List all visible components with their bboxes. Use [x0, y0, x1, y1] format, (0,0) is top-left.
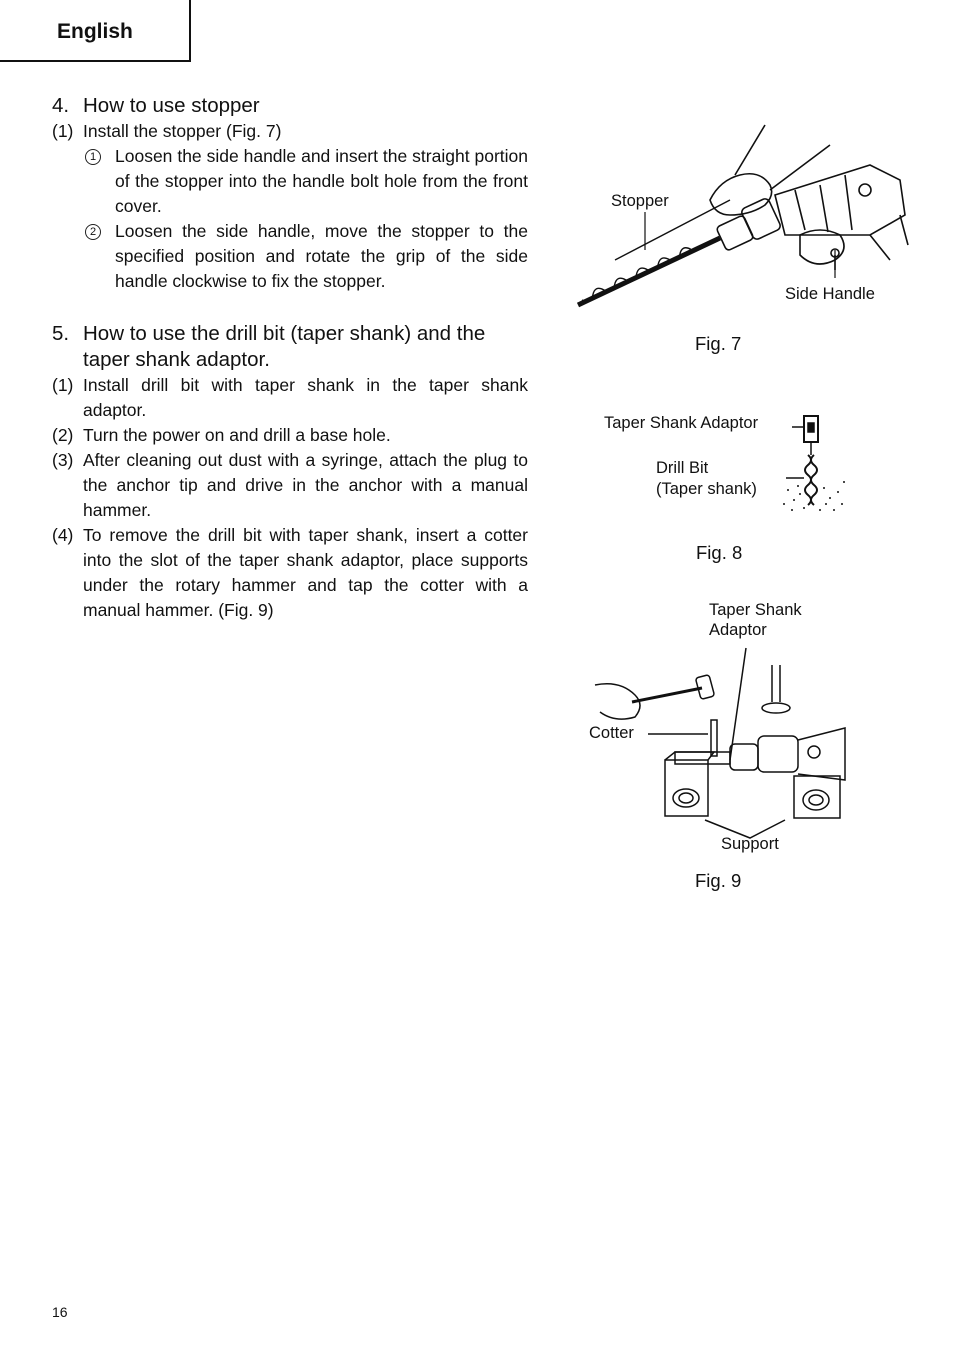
label-adaptor: Adaptor [709, 621, 767, 639]
item-number: (2) [52, 425, 74, 445]
section-number: 5. [52, 322, 70, 345]
label-taper-shank-adaptor: Taper Shank Adaptor [604, 414, 759, 432]
section-stopper [52, 93, 528, 294]
leader-line [830, 250, 840, 280]
item-text: Install the stopper (Fig. 7) [83, 121, 282, 141]
label-stopper: Stopper [611, 192, 669, 210]
item-number: (3) [52, 450, 74, 470]
item-text: Install drill bit with taper shank in the taper shank adaptor. [83, 375, 528, 420]
fig-caption: Fig. 9 [695, 870, 742, 891]
language-label: English [57, 20, 133, 43]
circled-number: 2 [83, 219, 115, 294]
section-title: How to use stopper [83, 94, 260, 117]
sub-item [83, 219, 528, 294]
fig9-illustration [590, 640, 850, 840]
list-item [52, 523, 528, 623]
section-heading [52, 321, 528, 373]
label-taper-shank: Taper Shank [709, 601, 802, 619]
section-title: How to use the drill bit (taper shank) and the taper shank adaptor. [83, 322, 486, 371]
label-drill-bit: Drill Bit [656, 459, 709, 477]
list-item [52, 423, 528, 448]
section-number: 4. [52, 94, 70, 117]
item-number: (1) [52, 121, 74, 141]
leader-line [640, 212, 650, 252]
sub-item-text: Loosen the side handle and insert the straight portion of the stopper into the handle bolt hole from the front cover. [115, 146, 528, 216]
label-drill-bit-sub: (Taper shank) [656, 480, 757, 498]
list-item [52, 119, 528, 144]
label-side-handle: Side Handle [785, 285, 875, 303]
fig-caption: Fig. 8 [696, 542, 743, 563]
item-text: After cleaning out dust with a syringe, attach the plug to the anchor tip and drive in the anchor with a manual hammer. [83, 450, 528, 520]
section-heading [52, 93, 528, 119]
item-text: To remove the drill bit with taper shank, insert a cotter into the slot of the taper shank adaptor, place supports under the rotary hammer and tap the cotter with a manual hammer. (Fig. 9) [83, 525, 528, 620]
page-number: 16 [52, 1304, 68, 1320]
list-item [52, 448, 528, 523]
label-cotter: Cotter [589, 724, 634, 742]
sub-item-text: Loosen the side handle, move the stopper to the specified position and rotate the grip of the side handle clockwise to fix the stopper. [115, 221, 528, 291]
fig8-illustration [780, 410, 850, 520]
item-number: (4) [52, 525, 74, 545]
label-support: Support [721, 835, 779, 853]
item-text: Turn the power on and drill a base hole. [83, 425, 391, 445]
circled-number: 1 [83, 144, 115, 219]
item-number: (1) [52, 375, 74, 395]
sub-item [83, 144, 528, 219]
language-tab [0, 0, 191, 62]
section-drill-bit [52, 321, 528, 623]
fig-caption: Fig. 7 [695, 333, 742, 354]
list-item [52, 373, 528, 423]
